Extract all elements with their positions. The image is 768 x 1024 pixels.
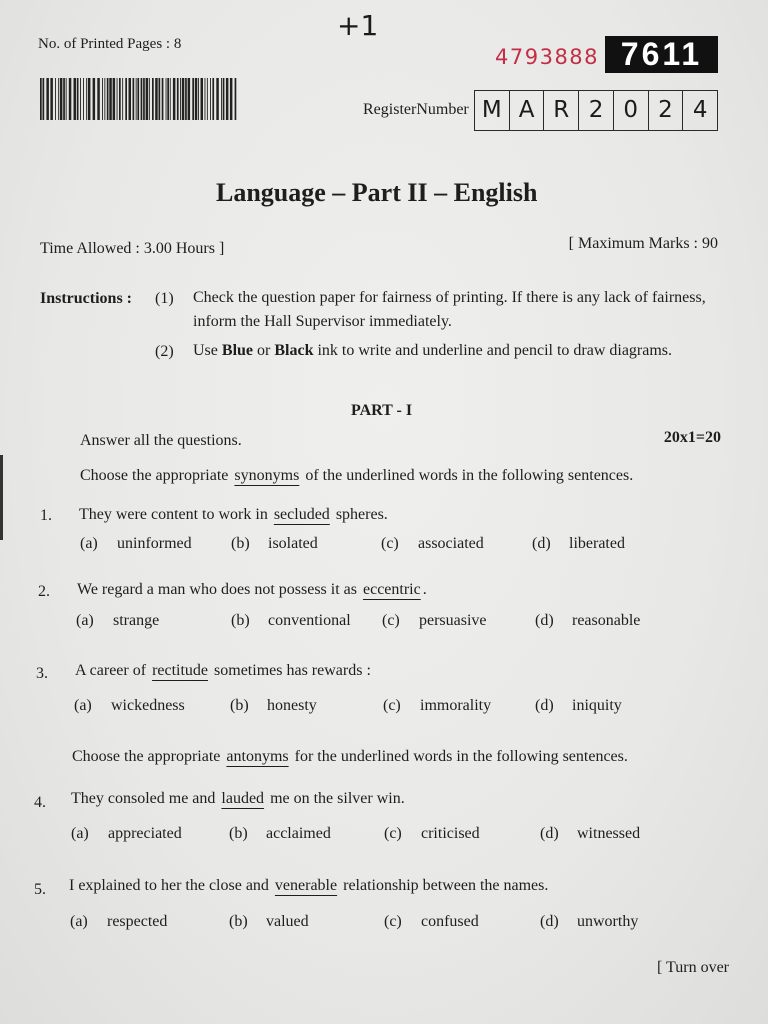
- question-number: 2.: [38, 583, 50, 600]
- underlined-word: synonyms: [234, 467, 300, 484]
- barcode-bar: [180, 78, 181, 120]
- instruction-number: (1): [155, 290, 174, 307]
- option-d: [540, 824, 640, 844]
- barcode-bar: [80, 78, 81, 120]
- paper-title: Language – Part II – English: [216, 178, 538, 207]
- barcode-bar: [170, 78, 171, 120]
- option-d: [535, 696, 622, 716]
- register-cell: A: [510, 91, 545, 130]
- option-text: liberated: [569, 535, 625, 552]
- option-label: (a): [74, 697, 92, 714]
- option-text: honesty: [267, 697, 317, 714]
- register-cell: 0: [614, 91, 649, 130]
- barcode-bar: [50, 78, 53, 120]
- question-number: 1.: [40, 507, 52, 524]
- barcode-bar: [109, 78, 112, 120]
- underlined-word: eccentric: [362, 581, 421, 598]
- option-label: (b): [230, 697, 249, 714]
- underlined-word: venerable: [274, 877, 338, 894]
- instruction-text-part: Choose the appropriate: [80, 467, 233, 484]
- barcode-bar: [207, 78, 208, 120]
- option-label: (b): [231, 535, 250, 552]
- question-text-part: A career of: [75, 662, 151, 679]
- barcode-bar: [117, 78, 118, 120]
- option-b: [231, 534, 318, 554]
- barcode-bar: [221, 78, 222, 120]
- barcode-bar: [40, 78, 42, 120]
- barcode-bar: [167, 78, 169, 120]
- barcode-bar: [162, 78, 164, 120]
- option-label: (a): [76, 612, 94, 629]
- barcode: [40, 78, 240, 120]
- register-cell: 4: [692, 97, 708, 123]
- maximum-marks: [ Maximum Marks : 90: [568, 235, 718, 252]
- barcode-bar: [177, 78, 179, 120]
- option-a: [80, 534, 192, 554]
- question-text: [79, 505, 388, 525]
- barcode-bar: [125, 78, 127, 120]
- option-b: [230, 696, 317, 716]
- barcode-bar: [60, 78, 63, 120]
- barcode-bar: [182, 78, 185, 120]
- barcode-bar: [74, 78, 77, 120]
- barcode-bar: [141, 78, 143, 120]
- barcode-bar: [43, 78, 45, 120]
- barcode-bar: [113, 78, 116, 120]
- option-text: associated: [418, 535, 484, 552]
- option-text: acclaimed: [266, 825, 331, 842]
- option-text: iniquity: [572, 697, 622, 714]
- instruction-text: [193, 341, 672, 361]
- barcode-bar: [235, 78, 237, 120]
- barcode-bar: [119, 78, 121, 120]
- register-number-label: RegisterNumber: [363, 101, 469, 118]
- instruction-bold-word: Blue: [221, 342, 254, 359]
- instruction-bold-word: Black: [274, 342, 314, 359]
- barcode-bar: [136, 78, 137, 120]
- part-heading: PART - I: [351, 402, 413, 419]
- barcode-bar: [159, 78, 161, 120]
- option-text: valued: [266, 913, 309, 930]
- scan-edge-mark: [0, 455, 3, 540]
- question-text: [75, 661, 371, 681]
- option-label: (c): [382, 612, 400, 629]
- underlined-word: secluded: [273, 506, 330, 523]
- option-label: (b): [229, 825, 248, 842]
- barcode-bar: [188, 78, 191, 120]
- handwritten-mark: +1: [337, 9, 379, 42]
- instruction-text-part: Use: [193, 342, 222, 359]
- instruction-text-part: or: [253, 342, 275, 359]
- register-number-grid: [474, 90, 718, 131]
- option-text: criticised: [421, 825, 480, 842]
- barcode-bar: [192, 78, 194, 120]
- option-b: [231, 611, 351, 631]
- instruction-number: (2): [155, 343, 174, 360]
- option-c: [381, 534, 484, 554]
- question-number: 3.: [36, 665, 48, 682]
- barcode-bar: [102, 78, 103, 120]
- instruction-text-part: Choose the appropriate: [72, 748, 225, 765]
- option-text: respected: [107, 913, 168, 930]
- option-c: [384, 824, 480, 844]
- barcode-bar: [129, 78, 132, 120]
- printed-pages: No. of Printed Pages : 8: [38, 36, 182, 52]
- barcode-bar: [122, 78, 123, 120]
- option-d: [532, 534, 625, 554]
- barcode-bar: [146, 78, 149, 120]
- barcode-bar: [133, 78, 135, 120]
- question-text-part: They were content to work in: [79, 506, 272, 523]
- barcode-bar: [205, 78, 206, 120]
- barcode-bar: [216, 78, 219, 120]
- option-text: confused: [421, 913, 479, 930]
- option-text: uninformed: [117, 535, 192, 552]
- option-text: persuasive: [419, 612, 487, 629]
- barcode-bar: [55, 78, 56, 120]
- underlined-word: lauded: [221, 790, 265, 807]
- barcode-bar: [223, 78, 225, 120]
- question-text: [71, 789, 405, 809]
- option-c: [382, 611, 487, 631]
- option-label: (c): [384, 825, 402, 842]
- option-c: [383, 696, 491, 716]
- option-b: [229, 824, 331, 844]
- option-text: immorality: [420, 697, 492, 714]
- question-text: [69, 876, 548, 896]
- barcode-bar: [173, 78, 176, 120]
- option-a: [71, 824, 182, 844]
- barcode-bar: [107, 78, 109, 120]
- barcode-bar: [97, 78, 100, 120]
- barcode-bar: [143, 78, 145, 120]
- instructions-label: Instructions :: [40, 290, 133, 307]
- barcode-bar: [104, 78, 105, 120]
- barcode-bar: [46, 78, 49, 120]
- question-number: 4.: [34, 794, 46, 811]
- barcode-bar: [93, 78, 96, 120]
- option-label: (a): [70, 913, 88, 930]
- question-text-part: sometimes has rewards :: [210, 662, 371, 679]
- option-b: [229, 912, 309, 932]
- option-label: (d): [540, 913, 559, 930]
- barcode-bar: [198, 78, 199, 120]
- option-a: [76, 611, 159, 631]
- option-text: appreciated: [108, 825, 182, 842]
- question-text-part: I explained to her the close and: [69, 877, 273, 894]
- barcode-bar: [210, 78, 211, 120]
- option-text: witnessed: [577, 825, 641, 842]
- instruction-text-part: for the underlined words in the following sentences.: [290, 748, 628, 765]
- question-text-part: .: [422, 581, 427, 598]
- register-cell: 2: [579, 91, 614, 130]
- code-box: 7611: [605, 36, 718, 73]
- instruction-text: inform the Hall Supervisor immediately.: [193, 313, 452, 330]
- serial-number: 4793888: [495, 45, 600, 69]
- question-text-part: me on the silver win.: [266, 790, 405, 807]
- option-text: conventional: [268, 612, 351, 629]
- barcode-bar: [185, 78, 187, 120]
- barcode-bar: [58, 78, 59, 120]
- question-text-part: spheres.: [331, 506, 388, 523]
- antonyms-instruction: [72, 747, 628, 767]
- option-label: (c): [383, 697, 401, 714]
- barcode-bar: [226, 78, 229, 120]
- question-text: [77, 580, 427, 600]
- option-label: (a): [71, 825, 89, 842]
- barcode-bar: [201, 78, 204, 120]
- option-text: unworthy: [577, 913, 639, 930]
- option-a: [74, 696, 185, 716]
- option-label: (d): [535, 612, 554, 629]
- option-label: (d): [532, 535, 551, 552]
- option-text: wickedness: [111, 697, 185, 714]
- question-text-part: They consoled me and: [71, 790, 220, 807]
- option-label: (d): [540, 825, 559, 842]
- option-d: [540, 912, 638, 932]
- option-text: isolated: [268, 535, 318, 552]
- option-label: (c): [384, 913, 402, 930]
- barcode-bar: [137, 78, 139, 120]
- option-label: (c): [381, 535, 399, 552]
- option-label: (b): [229, 913, 248, 930]
- option-text: strange: [113, 612, 160, 629]
- register-cell: M: [475, 91, 510, 130]
- barcode-bar: [152, 78, 154, 120]
- barcode-bar: [212, 78, 214, 120]
- barcode-bar: [149, 78, 150, 120]
- barcode-bar: [88, 78, 91, 120]
- answer-all-note: Answer all the questions.: [80, 432, 242, 449]
- synonyms-instruction: [80, 466, 633, 486]
- option-c: [384, 912, 479, 932]
- underlined-word: rectitude: [152, 662, 209, 679]
- register-cell: 2: [649, 91, 684, 130]
- turn-over-note: [ Turn over: [657, 959, 730, 976]
- instruction-text-part: of the underlined words in the following sentences.: [301, 467, 634, 484]
- barcode-bar: [230, 78, 233, 120]
- register-cell: R: [544, 91, 579, 130]
- marks-scheme: 20x1=20: [663, 429, 721, 446]
- barcode-bar: [195, 78, 198, 120]
- barcode-bar: [77, 78, 79, 120]
- barcode-bar: [86, 78, 87, 120]
- question-number: 5.: [34, 881, 46, 898]
- option-label: (d): [535, 697, 554, 714]
- option-text: reasonable: [572, 612, 641, 629]
- underlined-word: antonyms: [226, 748, 289, 765]
- barcode-bar: [66, 78, 67, 120]
- option-a: [70, 912, 167, 932]
- time-allowed: Time Allowed : 3.00 Hours ]: [40, 240, 225, 257]
- question-text-part: relationship between the names.: [339, 877, 549, 894]
- option-label: (b): [231, 612, 250, 629]
- option-label: (a): [80, 535, 98, 552]
- instruction-text-part: ink to write and underline and pencil to draw diagrams.: [313, 342, 673, 359]
- barcode-bar: [83, 78, 84, 120]
- barcode-bar: [63, 78, 65, 120]
- barcode-bar: [155, 78, 158, 120]
- instruction-text: Check the question paper for fairness of printing. If there is any lack of fairness,: [193, 289, 706, 306]
- option-d: [535, 611, 640, 631]
- barcode-bar: [69, 78, 72, 120]
- barcode-bar: [166, 78, 167, 120]
- question-text-part: We regard a man who does not possess it as: [77, 581, 361, 598]
